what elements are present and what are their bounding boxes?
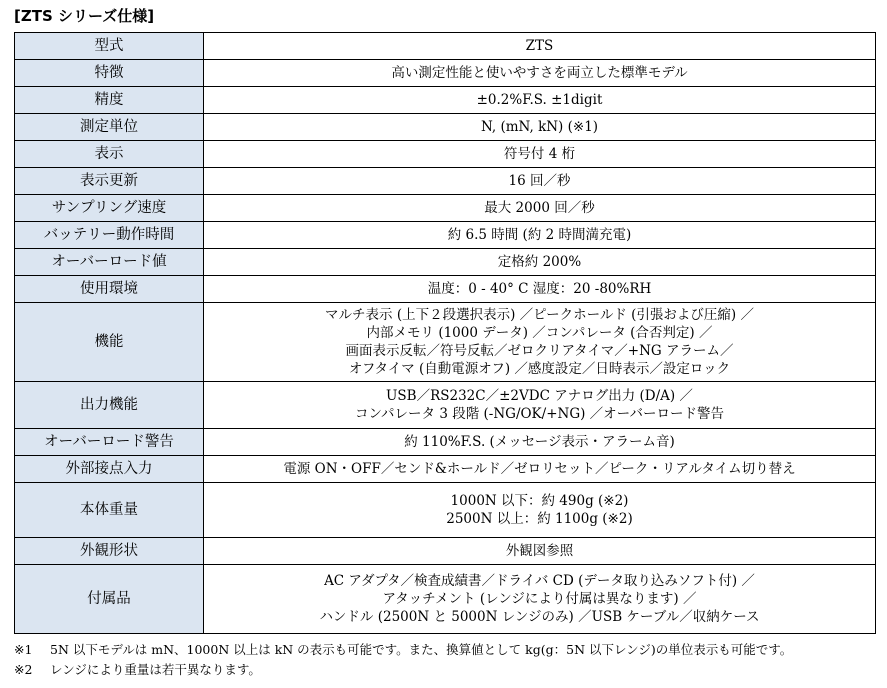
table-row (15, 483, 876, 538)
row-value: AC アダプタ／検査成績書／ドライバ CD (データ取り込みソフト付) ／ アタッチメント (レンジにより付属は異なります) ／ ハンドル (2500N と 5000N レンジのみ) ／USB ケーブル／収納ケース (204, 565, 876, 634)
table-row (15, 168, 876, 195)
row-value: 外観図参照 (204, 538, 876, 565)
table-row (15, 195, 876, 222)
row-value: 高い測定性能と使いやすさを両立した標準モデル (204, 60, 876, 87)
row-label: 出力機能 (15, 382, 204, 429)
table-row (15, 538, 876, 565)
spec-title: [ZTS シリーズ仕様] (14, 7, 155, 25)
row-label: 本体重量 (15, 483, 204, 538)
row-value: 約 110%F.S. (メッセージ表示・アラーム音) (204, 429, 876, 456)
row-label: 測定単位 (15, 114, 204, 141)
table-row (15, 249, 876, 276)
row-value: N, (mN, kN) (※1) (204, 114, 876, 141)
row-label: オーバーロード値 (15, 249, 204, 276)
row-value: ZTS (204, 33, 876, 60)
footnote-text: レンジにより重量は若干異なります。 (50, 662, 261, 677)
table-row (15, 303, 876, 382)
row-value: 1000N 以下：約 490g (※2) 2500N 以上：約 1100g (※2) (204, 483, 876, 538)
row-label: 使用環境 (15, 276, 204, 303)
spec-table (14, 32, 876, 634)
row-value: マルチ表示 (上下２段選択表示) ／ピークホールド (引張および圧縮) ／ 内部メモリ (1000 データ) ／コンパレータ (合否判定) ／ 画面表示反転／符号反転／ゼロクリアタイマ／+NG アラーム／ オフタイマ (自動電源オフ) ／感度設定／日時表示／設定ロック (204, 303, 876, 382)
footnote (14, 660, 792, 680)
row-label: 特徴 (15, 60, 204, 87)
table-row (15, 60, 876, 87)
row-value: 最大 2000 回／秒 (204, 195, 876, 222)
row-label: 付属品 (15, 565, 204, 634)
row-value: 16 回／秒 (204, 168, 876, 195)
row-label: 機能 (15, 303, 204, 382)
row-label: 外部接点入力 (15, 456, 204, 483)
footnote-mark: ※1 (14, 642, 33, 657)
row-value: 電源 ON・OFF／センド&ホールド／ゼロリセット／ピーク・リアルタイム切り替え (204, 456, 876, 483)
row-label: オーバーロード警告 (15, 429, 204, 456)
footnotes (14, 640, 792, 680)
row-label: 精度 (15, 87, 204, 114)
table-row (15, 222, 876, 249)
row-value: ±0.2%F.S. ±1digit (204, 87, 876, 114)
row-value: 定格約 200% (204, 249, 876, 276)
footnote-mark: ※2 (14, 662, 33, 677)
table-row (15, 382, 876, 429)
table-row (15, 429, 876, 456)
row-label: 表示 (15, 141, 204, 168)
footnote (14, 640, 792, 660)
row-label: バッテリー動作時間 (15, 222, 204, 249)
table-row (15, 141, 876, 168)
row-value: USB／RS232C／±2VDC アナログ出力 (D/A) ／ コンパレータ 3 段階 (-NG/OK/+NG) ／オーバーロード警告 (204, 382, 876, 429)
row-value: 符号付 4 桁 (204, 141, 876, 168)
row-label: 型式 (15, 33, 204, 60)
table-row (15, 114, 876, 141)
row-value: 約 6.5 時間 (約 2 時間満充電) (204, 222, 876, 249)
table-row (15, 87, 876, 114)
row-label: 表示更新 (15, 168, 204, 195)
table-row (15, 276, 876, 303)
table-row (15, 456, 876, 483)
footnote-text: 5N 以下モデルは mN、1000N 以上は kN の表示も可能です。また、換算値として kg(g：5N 以下レンジ)の単位表示も可能です。 (50, 642, 793, 657)
row-label: 外観形状 (15, 538, 204, 565)
row-label: サンプリング速度 (15, 195, 204, 222)
table-row (15, 33, 876, 60)
table-row (15, 565, 876, 634)
row-value: 温度：0 - 40° C 湿度：20 -80%RH (204, 276, 876, 303)
